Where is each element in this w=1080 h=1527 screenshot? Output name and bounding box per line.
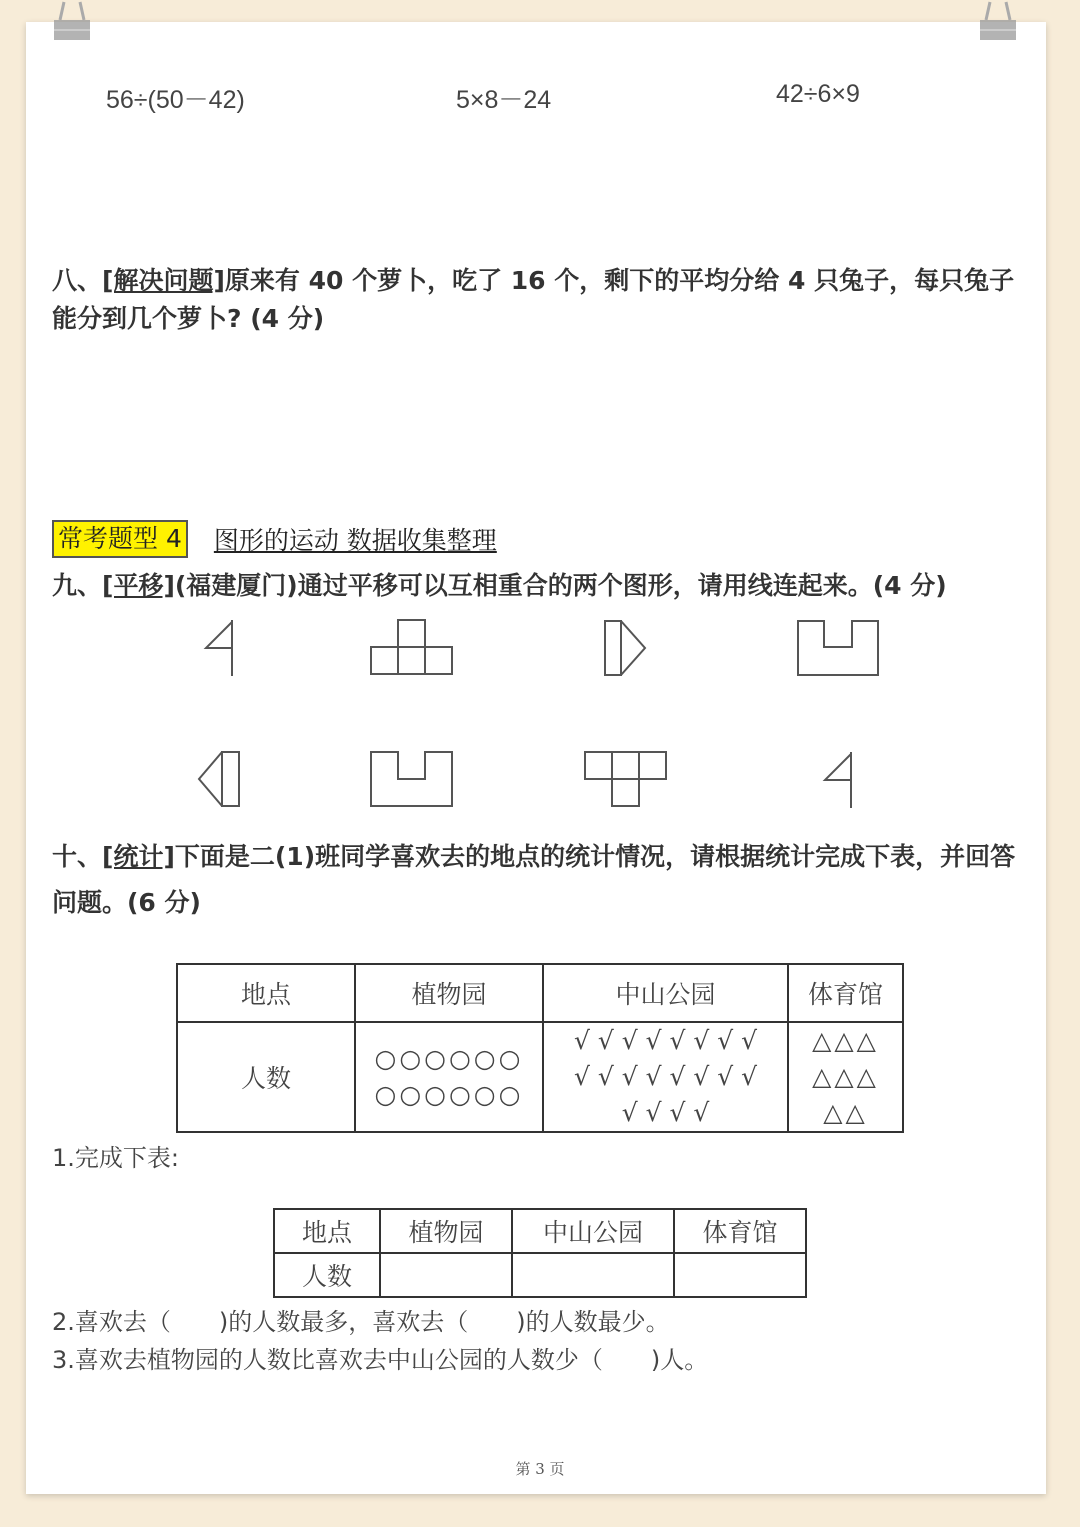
marks-line: √ √ √ √ √ √ √ √ xyxy=(573,1026,758,1055)
marks-line: ○○○○○○ xyxy=(374,1080,524,1109)
question-text: 下面是二(1)班同学喜欢去的地点的统计情况，请根据统计完成下表，并回答问题。(6 分) xyxy=(52,842,1016,917)
check-marks xyxy=(543,1022,788,1132)
u-shape-figure-top xyxy=(798,621,878,675)
u-shape-figure-bottom xyxy=(371,752,452,806)
marks-line: △△ xyxy=(823,1098,868,1127)
expression-3: 42÷6×9 xyxy=(776,80,860,108)
t-blocks-figure xyxy=(585,752,666,806)
question-text: 原来有 40 个萝卜，吃了 16 个，剩下的平均分给 4 只兔子，每只兔子能分到几个萝卜? (4 分) xyxy=(52,266,1015,333)
table-header-row xyxy=(177,964,903,1022)
question-text: (福建厦门)通过平移可以互相重合的两个图形，请用线连起来。(4 分) xyxy=(174,571,947,600)
table-header-cell: 地点 xyxy=(177,964,355,1022)
marks-line: △△△ xyxy=(812,1026,879,1055)
cross-blocks-figure xyxy=(371,620,452,674)
question-tag: [统计] xyxy=(102,842,175,871)
question-number: 九、 xyxy=(52,571,103,600)
table-header-cell: 植物园 xyxy=(380,1209,512,1253)
table-header-cell: 植物园 xyxy=(355,964,543,1022)
flag-figure-bottom xyxy=(825,752,851,808)
marks-line: √ √ √ √ xyxy=(621,1098,710,1127)
section-topic: 图形的运动 数据收集整理 xyxy=(213,526,497,555)
tally-table xyxy=(176,963,904,1133)
marks-line: △△△ xyxy=(812,1062,879,1091)
rect-triangle-left-figure xyxy=(199,752,239,806)
question-tag: [解决问题] xyxy=(102,266,225,295)
question-number: 十、 xyxy=(52,842,103,871)
table-header-cell: 体育馆 xyxy=(788,964,903,1022)
marks-line: ○○○○○○ xyxy=(374,1044,524,1073)
circle-marks xyxy=(355,1022,543,1132)
answer-cell[interactable] xyxy=(674,1253,806,1297)
question-10 xyxy=(52,834,1037,926)
sub-question-1: 1.完成下表: xyxy=(52,1144,179,1172)
answer-cell[interactable] xyxy=(512,1253,674,1297)
triangle-marks xyxy=(788,1022,903,1132)
marks-line: √ √ √ √ √ √ √ √ xyxy=(573,1062,758,1091)
rect-triangle-right-figure xyxy=(605,621,645,675)
sub-question-2: 2.喜欢去（ )的人数最多，喜欢去（ )的人数最少。 xyxy=(52,1308,670,1336)
answer-cell[interactable] xyxy=(380,1253,512,1297)
expression-1: 56÷(50－42) xyxy=(106,86,245,114)
table-header-cell: 中山公园 xyxy=(543,964,788,1022)
table-header-cell: 中山公园 xyxy=(512,1209,674,1253)
fill-table xyxy=(273,1208,807,1298)
expression-2: 5×8－24 xyxy=(456,86,552,114)
question-tag: [平移] xyxy=(102,571,175,600)
row-label: 人数 xyxy=(274,1253,380,1297)
sub-question-3: 3.喜欢去植物园的人数比喜欢去中山公园的人数少（ )人。 xyxy=(52,1346,709,1374)
table-header-cell: 地点 xyxy=(274,1209,380,1253)
flag-figure-top xyxy=(206,620,232,676)
page-number: 第 3 页 xyxy=(515,1460,565,1478)
table-row xyxy=(274,1253,806,1297)
table-header-cell: 体育馆 xyxy=(674,1209,806,1253)
section-badge: 常考题型 4 xyxy=(52,520,188,558)
table-row xyxy=(177,1022,903,1132)
table-header-row xyxy=(274,1209,806,1253)
question-number: 八、 xyxy=(52,266,103,295)
row-label: 人数 xyxy=(177,1022,355,1132)
